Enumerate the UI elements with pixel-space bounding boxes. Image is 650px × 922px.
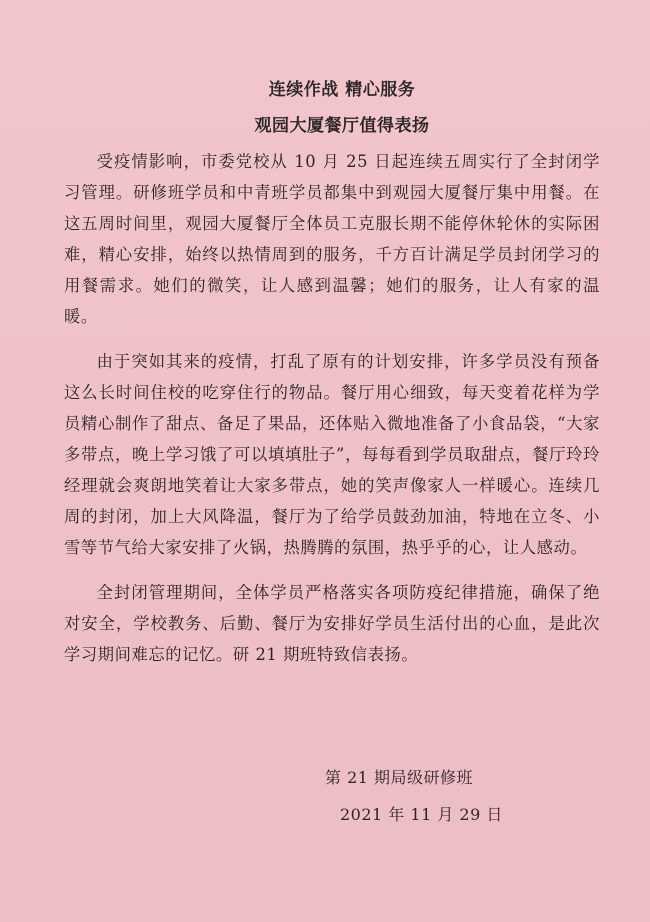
signature-organization: 第 21 期局级研修班 [325,768,474,787]
document-title: 连续作战 精心服务 [268,80,416,100]
paragraph-3: 全封闭管理期间，全体学员严格落实各项防疫纪律措施，确保了绝对安全，学校教务、后勤、餐厅为安排好学员生活付出的心血，是此次学习期间难忘的记忆。研 21 期班特致信表扬。 [64,583,600,664]
paragraph-2: 由于突如其来的疫情，打乱了原有的计划安排，许多学员没有预备这么长时间住校的吃穿住行的物品。餐厅用心细致，每天变着花样为学员精心制作了甜点、备足了果品，还体贴入微地准备了小食品袋，“大家多带点，晚上学习饿了可以填填肚子”，每每看到学员取甜点，餐厅玲玲经理就会爽朗地笑着让大家多带点，她的笑声像家人一样暖心。连续几周的封闭，加上大风降温，餐厅为了给学员鼓劲加油，特地在立冬、小雪等节气给大家安排了火锅，热腾腾的氛围，热乎乎的心，让人感动。 [64,352,600,557]
paragraph-1: 受疫情影响，市委党校从 10 月 25 日起连续五周实行了全封闭学习管理。研修班学员和中青班学员都集中到观园大厦餐厅集中用餐。在这五周时间里，观园大厦餐厅全体员工克服长期不能停休轮休的实际困难，精心安排，始终以热情周到的服务，千方百计满足学员封闭学习的用餐需求。她们的微笑，让人感到温馨；她们的服务，让人有家的温暖。 [64,152,600,326]
signature-date: 2021 年 11 月 29 日 [340,805,503,824]
document-subtitle: 观园大厦餐厅值得表扬 [254,116,430,136]
